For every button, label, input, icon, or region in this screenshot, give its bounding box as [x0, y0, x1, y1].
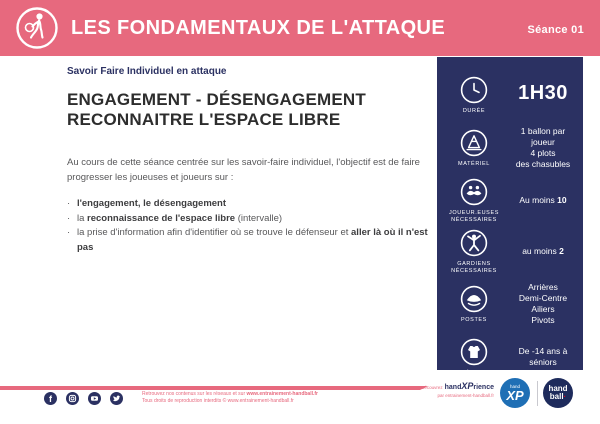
list-item: · l'engagement, le désengagement	[67, 197, 429, 212]
footer-legal-text: Retrouvez nos contenus sur les réseaux et sur www.entrainement-handball.fr Tous droits de reproduction interdits © www.entrainement-handball.fr	[142, 391, 318, 404]
objectives-list	[67, 197, 429, 255]
svg-text:f: f	[49, 393, 52, 404]
players-icon	[459, 177, 489, 207]
gardiens-value: au moins 2	[522, 245, 564, 256]
list-item: · la reconnaissance de l'espace libre (intervalle)	[67, 212, 429, 227]
bullet-marker: ·	[67, 198, 71, 209]
sidebar-label: DURÉE	[462, 108, 486, 114]
doc-title-line2: RECONNAITRE L'ESPACE LIBRE	[67, 109, 341, 129]
doc-title-line1: ENGAGEMENT - DÉSENGAGEMENT	[67, 90, 366, 109]
clock-icon	[459, 75, 489, 105]
sidebar-label: JOUEUR.EUSES NÉCESSAIRES	[449, 209, 499, 223]
sidebar-row-duree	[437, 69, 583, 121]
social-links	[44, 392, 123, 405]
footer-site-link[interactable]: www.entrainement-handball.fr	[246, 391, 318, 397]
list-item: · la prise d'information afin d'identifier où se trouve le défenseur et aller là où il n'est pas	[67, 226, 429, 255]
sidebar-label: MATÉRIEL	[458, 160, 490, 167]
intro-paragraph: Au cours de cette séance centrée sur les savoir-faire individuel, l'objectif est de faire progresser les joueuses et joueurs sur :	[67, 157, 420, 183]
cone-icon	[459, 128, 489, 158]
header-bar	[0, 0, 600, 56]
handball-logo: hand ball·	[543, 378, 573, 408]
handball-player-icon	[15, 6, 59, 50]
sidebar-row-joueurs	[437, 174, 583, 226]
sidebar-label: CATÉGORIES	[453, 369, 495, 376]
seance-badge: Séance 01	[527, 24, 584, 36]
materiel-value: 1 ballon par joueur 4 plots des chasubles	[515, 125, 571, 169]
sidebar-row-gardiens	[437, 226, 583, 276]
sidebar-label: GARDIENS NÉCESSAIRES	[451, 260, 497, 274]
sidebar-row-materiel	[437, 121, 583, 174]
joueurs-value: Au moins 10	[519, 194, 567, 205]
jersey-icon	[459, 337, 489, 367]
duration-value: 1H30	[518, 82, 568, 104]
twitter-icon[interactable]	[110, 392, 123, 405]
brand-wordmark: Découvrez handXPrience par entrainement-handball.fr	[421, 381, 494, 398]
logo-divider	[537, 381, 538, 406]
cap-icon	[459, 284, 489, 314]
page-title: LES FONDAMENTAUX DE L'ATTAQUE	[71, 16, 446, 39]
handxp-logo: hand XP	[500, 378, 530, 408]
youtube-icon[interactable]	[88, 392, 101, 405]
categories-value: De -14 ans à séniors	[518, 345, 568, 367]
section-kicker: Savoir Faire Individuel en attaque	[67, 66, 227, 77]
sidebar-label: POSTES	[461, 316, 487, 323]
sidebar-row-postes	[437, 276, 583, 331]
facebook-icon[interactable]	[44, 392, 57, 405]
postes-value: Arrières Demi-Centre Ailiers Pivots	[518, 281, 568, 325]
goalkeeper-icon	[459, 228, 489, 258]
sidebar-row-categories	[437, 331, 583, 382]
bullet-marker: ·	[67, 212, 71, 224]
bullet-marker: ·	[67, 227, 71, 238]
instagram-icon[interactable]	[66, 392, 79, 405]
footer-accent-rule	[0, 386, 428, 390]
main-content	[67, 66, 429, 255]
session-info-sidebar	[437, 57, 583, 376]
doc-title	[67, 90, 429, 129]
